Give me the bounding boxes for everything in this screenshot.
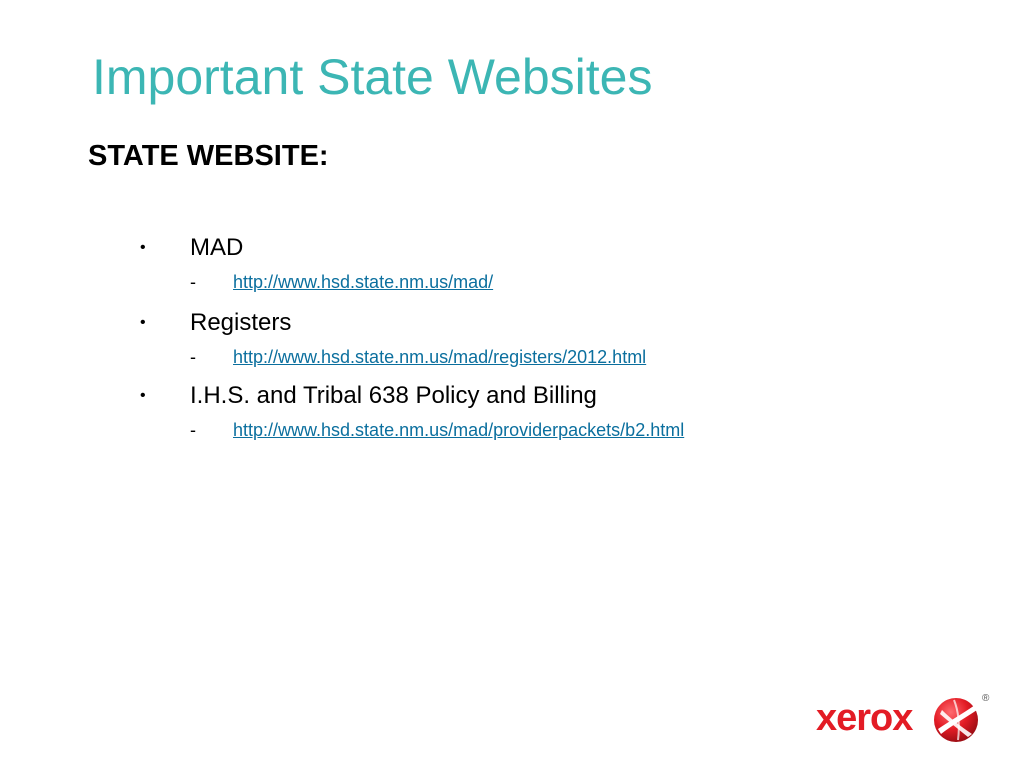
dash-marker: -	[190, 272, 196, 292]
section-heading: STATE WEBSITE:	[88, 140, 329, 172]
ihs-tribal-link[interactable]: http://www.hsd.state.nm.us/mad/providerpackets/b2.html	[233, 420, 685, 440]
mad-link[interactable]: http://www.hsd.state.nm.us/mad/	[233, 272, 494, 292]
dash-marker: -	[190, 420, 196, 440]
bullet-icon: •	[140, 239, 146, 256]
logo-wordmark: xerox	[816, 697, 913, 739]
list-item-label: Registers	[190, 309, 292, 336]
registered-mark: ®	[982, 693, 990, 704]
dash-marker: -	[190, 347, 196, 367]
list-item-label: MAD	[190, 234, 244, 261]
bullet-icon: •	[140, 314, 146, 331]
slide-title: Important State Websites	[92, 49, 653, 105]
bullet-icon: •	[140, 387, 146, 404]
list-item-label: I.H.S. and Tribal 638 Policy and Billing	[190, 382, 597, 409]
registers-link[interactable]: http://www.hsd.state.nm.us/mad/registers/2012.html	[233, 347, 647, 367]
xerox-sphere-icon	[932, 696, 980, 744]
xerox-logo	[816, 693, 996, 747]
